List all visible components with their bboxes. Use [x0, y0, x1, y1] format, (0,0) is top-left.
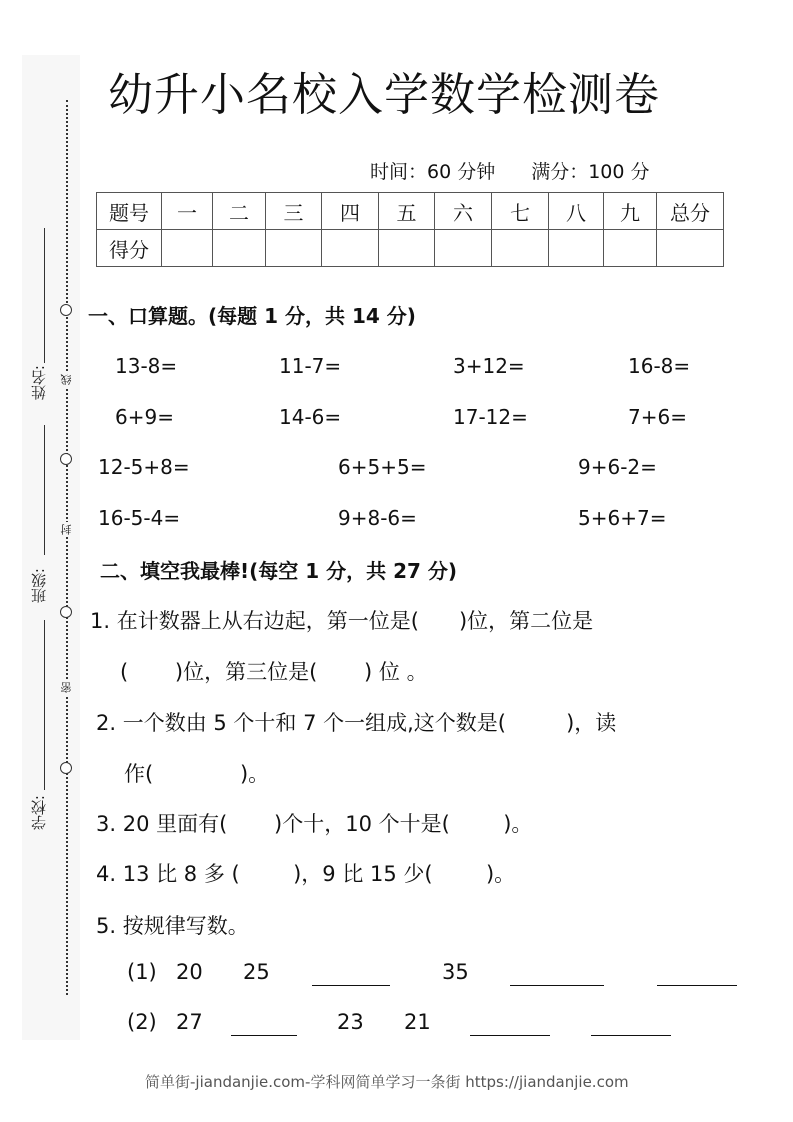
- full-score: 满分：100 分: [531, 161, 650, 183]
- name-underline: [44, 228, 45, 363]
- score-input[interactable]: [657, 230, 724, 267]
- calc-item: 6+5+5=: [338, 455, 427, 479]
- binding-dotted-line: [66, 100, 68, 995]
- seq-label: (1): [127, 960, 157, 984]
- cell: 二: [213, 193, 266, 230]
- class-underline: [44, 425, 45, 555]
- score-input[interactable]: [492, 230, 549, 267]
- calc-item: 13-8=: [115, 354, 178, 378]
- seq-num: 23: [337, 1010, 364, 1034]
- sequence-2: [127, 1010, 157, 1034]
- score-input[interactable]: [322, 230, 379, 267]
- question-1-cont: ( )位，第三位是( ) 位 。: [120, 660, 428, 684]
- question-5: 5. 按规律写数。: [96, 914, 249, 938]
- answer-blank[interactable]: [591, 1034, 671, 1036]
- question-2: 2. 一个数由 5 个十和 7 个一组成,这个数是( )，读: [96, 711, 617, 735]
- seal-char-xian: 线: [60, 374, 73, 385]
- page-title: 幼升小名校入学数学检测卷: [108, 68, 661, 121]
- answer-blank[interactable]: [312, 984, 390, 986]
- section1-heading: 一、口算题。(每题 1 分，共 14 分): [88, 304, 416, 328]
- question-1: 1. 在计数器上从右边起，第一位是( )位，第二位是: [90, 609, 594, 633]
- seal-char-feng: 封: [60, 524, 73, 535]
- calc-item: 16-5-4=: [98, 506, 181, 530]
- cell: 四: [322, 193, 379, 230]
- cell: 九: [604, 193, 657, 230]
- seq-num: 20: [176, 960, 203, 984]
- circle-marker: [60, 453, 72, 465]
- cell: 得分: [97, 230, 162, 267]
- seq-label: (2): [127, 1010, 157, 1034]
- seq-num: 25: [243, 960, 270, 984]
- score-input[interactable]: [435, 230, 492, 267]
- seal-char-mi: 密: [60, 682, 73, 693]
- name-label: 姓名:: [30, 365, 48, 401]
- circle-marker: [60, 762, 72, 774]
- calc-item: 9+8-6=: [338, 506, 417, 530]
- score-input[interactable]: [549, 230, 604, 267]
- school-label: 学校:: [30, 795, 48, 831]
- seq-num: 27: [176, 1010, 203, 1034]
- class-label: 班级:: [30, 568, 48, 604]
- calc-item: 7+6=: [628, 405, 687, 429]
- calc-item: 14-6=: [279, 405, 342, 429]
- sequence-1: [127, 960, 157, 984]
- section2-heading: 二、填空我最棒!(每空 1 分，共 27 分): [100, 559, 458, 583]
- calc-item: 9+6-2=: [578, 455, 657, 479]
- score-table: [96, 192, 724, 267]
- circle-marker: [60, 606, 72, 618]
- answer-blank[interactable]: [510, 984, 604, 986]
- answer-blank[interactable]: [657, 984, 737, 986]
- question-4: 4. 13 比 8 多 ( )，9 比 15 少( )。: [96, 862, 516, 886]
- school-underline: [44, 620, 45, 790]
- binding-margin: [22, 55, 80, 1040]
- score-input[interactable]: [213, 230, 266, 267]
- question-2-cont: 作( )。: [124, 762, 270, 786]
- cell: 八: [549, 193, 604, 230]
- seq-num: 35: [442, 960, 469, 984]
- answer-blank[interactable]: [231, 1034, 297, 1036]
- cell: 总分: [657, 193, 724, 230]
- calc-item: 5+6+7=: [578, 506, 667, 530]
- cell: 三: [266, 193, 322, 230]
- cell: 题号: [97, 193, 162, 230]
- calc-item: 11-7=: [279, 354, 342, 378]
- cell: 六: [435, 193, 492, 230]
- score-input[interactable]: [266, 230, 322, 267]
- seq-num: 21: [404, 1010, 431, 1034]
- time-limit: 时间：60 分钟: [370, 161, 496, 183]
- circle-marker: [60, 304, 72, 316]
- calc-item: 16-8=: [628, 354, 691, 378]
- cell: 一: [162, 193, 213, 230]
- question-3: 3. 20 里面有( )个十，10 个十是( )。: [96, 812, 533, 836]
- answer-blank[interactable]: [470, 1034, 550, 1036]
- exam-meta: [370, 157, 686, 184]
- calc-item: 17-12=: [453, 405, 528, 429]
- calc-item: 3+12=: [453, 354, 525, 378]
- calc-item: 12-5+8=: [98, 455, 190, 479]
- cell: 五: [379, 193, 435, 230]
- calc-item: 6+9=: [115, 405, 174, 429]
- footer-watermark: 简单街-jiandanjie.com-学科网简单学习一条街 https://jiandanjie.com: [145, 1073, 629, 1091]
- score-input[interactable]: [379, 230, 435, 267]
- score-input[interactable]: [162, 230, 213, 267]
- score-input[interactable]: [604, 230, 657, 267]
- cell: 七: [492, 193, 549, 230]
